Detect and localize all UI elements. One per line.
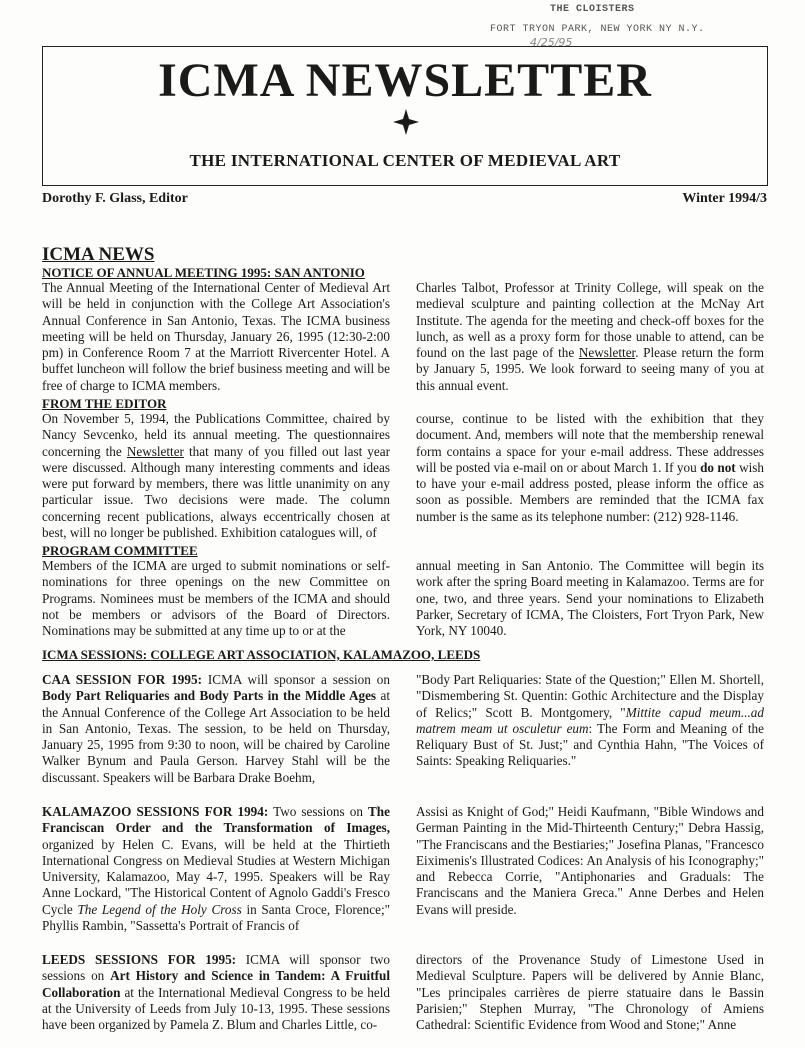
from-editor-right-part-b: wish to have your e-mail address posted, please inform the office as soon as possible. Members are reminded that the ICMA fax number is the same as its telephone number: (212) 928-1146. [416, 459, 765, 524]
kalamazoo-session-topic: The Franciscan Order and the Transformation of Images, [42, 804, 390, 836]
from-editor-right-text [416, 411, 764, 525]
newsletter-title: ICMA NEWSLETTER [158, 54, 652, 107]
newsletter-subtitle: THE INTERNATIONAL CENTER OF MEDIEVAL ART [189, 151, 621, 170]
caa-session-lead: CAA SESSION FOR 1995: [42, 672, 202, 687]
sessions-heading: ICMA SESSIONS: COLLEGE ART ASSOCIATION, KALAMAZOO, LEEDS [42, 647, 481, 662]
annual-meeting-left [42, 280, 390, 394]
annual-meeting-left-text: The Annual Meeting of the International Center of Medieval Art will be held in conjunction with the College Art Association's Annual Conference in San Antonio, Texas. The ICMA business meeting will be held on Thursday, January 26, 1995 (12:30-2:00 pm) in Conference Room 7 at the Marriott Rivercenter Hotel. A buffet luncheon will follow the brief business meeting and will be free of charge to ICMA members. [42, 280, 390, 393]
caa-session-left [42, 672, 390, 786]
leeds-session-left-text [42, 952, 390, 1033]
masthead [42, 46, 768, 186]
caa-session-left-text [42, 672, 390, 786]
from-editor-right [416, 411, 764, 525]
annual-meeting-right [416, 280, 764, 394]
program-committee-left-text: Members of the ICMA are urged to submit nominations or self-nominations for three openings on the new Committee on Programs. Nominees must be members of the ICMA and should not be members or advisors of the Board of Directors. Nominations may be submitted at any time up to or at the [42, 558, 390, 639]
leeds-session-right [416, 952, 764, 1033]
handwritten-date: 4/25/95 [530, 36, 573, 49]
newsletter-reference: Newsletter [126, 443, 184, 459]
kalamazoo-session-lead: KALAMAZOO SESSIONS FOR 1994: [42, 804, 269, 819]
leeds-session-topic: Art History and Science in Tandem: A Fruitful Collaboration [42, 968, 390, 1000]
newsletter-reference: Newsletter [578, 345, 636, 361]
four-point-star-icon [393, 109, 419, 135]
emphasis-do-not: do not [700, 459, 736, 475]
stamp-line-1: THE CLOISTERS [550, 4, 635, 15]
from-editor-left-part-b: that many of you filled out last year were discussed. Although many interesting comments and ideas were put forward by members, there was little unanimity on any particular issue. Two decisions were made. The column concerning recent publications, always eccentrically chosen at best, will no longer be published. Exhibition catalogues will, of [42, 443, 390, 541]
caa-session-topic: Body Part Reliquaries and Body Parts in the Middle Ages [42, 688, 377, 704]
leeds-session-part-b: at the International Medieval Congress to be held at the University of Leeds from July 10-13, 1995. These sessions have been organized by Pamela Z. Blum and Charles Little, co- [42, 984, 390, 1033]
caa-session-right-text [416, 672, 764, 770]
section-heading-icma-news: ICMA NEWS [42, 244, 155, 265]
caa-session-italic-title: Mittite capud meum...ad matrem meam ut osculetur eum [416, 704, 764, 736]
leeds-session-left [42, 952, 390, 1033]
annual-meeting-right-part-b: . Please return the form by January 5, 1995. We look forward to seeing many of you at this annual event. [416, 345, 764, 393]
stamp-line-2: FORT TRYON PARK, NEW YORK NY N.Y. [490, 24, 705, 35]
from-editor-left-part-a: On November 5, 1994, the Publications Committee, chaired by Nancy Sevcenko, held its annual meeting. The questionnaires concerning the [42, 411, 390, 459]
program-committee-left [42, 558, 390, 639]
kalamazoo-session-part-c: in Santa Croce, Florence;" Phyllis Rambin, "Sassetta's Portrait of Francis of [42, 901, 391, 934]
from-editor-right-part-a: course, continue to be listed with the exhibition that they document. And, members will note that the membership renewal form contains a space for your e-mail address. These addresses will be posted via e-mail on or about March 1. If you [416, 411, 764, 475]
kalamazoo-session-left-text [42, 804, 390, 934]
kalamazoo-session-right-text: Assisi as Knight of God;" Heidi Kaufmann, "Bible Windows and German Painting in the Mid-Thirteenth Century;" Debra Hassig, "The Franciscans and the Bestiaries;" Josefina Planas, "Francesco Eiximenis's Illustrated Codices: An Analysis of his Iconography;" and Rebecca Corrie, "Antiphonaries and Graduals: The Franciscans and the Maniera Greca." Anne Derbes and Helen Evans will preside. [416, 804, 764, 917]
program-committee-right [416, 558, 764, 639]
program-committee-right-text: annual meeting in San Antonio. The Committee will begin its work after the spring Board meeting in Kalamazoo. Terms are for one, two, and three years. Send your nominations to Elizabeth Parker, Secretary of ICMA, The Cloisters, Fort Tryon Park, New York, NY 10040. [416, 558, 764, 639]
caa-session-right-part-b: : The Form and Meaning of the Reliquary Bust of St. Just;" and Cynthia Hahn, "The Voices of Saints: Speaking Reliquaries." [416, 720, 764, 769]
annual-meeting-right-text [416, 280, 764, 394]
caa-session-right [416, 672, 764, 770]
kalamazoo-session-part-b: organized by Helen C. Evans, will be held at the Thirtieth International Congress on Medieval Studies at Western Michigan University, Kalamazoo, May 4-7, 1995. Speakers will be Ray Anne Lockard, "The Historical Content of Agnolo Gaddi's Fresco Cycle [42, 836, 390, 917]
program-committee-title: PROGRAM COMMITTEE [42, 543, 198, 558]
annual-meeting-title: NOTICE OF ANNUAL MEETING 1995: SAN ANTONIO [42, 265, 365, 280]
caa-session-part-a: ICMA will sponsor a session on [201, 672, 390, 687]
kalamazoo-session-italic-title: The Legend of the Holy Cross [77, 901, 242, 917]
kalamazoo-session-right [416, 804, 764, 918]
editor-credit: Dorothy F. Glass, Editor [42, 191, 188, 206]
from-editor-left [42, 411, 390, 541]
leeds-session-lead: LEEDS SESSIONS FOR 1995: [42, 952, 237, 967]
kalamazoo-session-part-a: Two sessions on [268, 804, 369, 819]
caa-session-part-b: at the Annual Conference of the College Art Association to be held in San Antonio, Texas. The session, to be held on Thursday, January 25, 1995 from 9:30 to noon, will be chaired by Caroline Walker Bynum and Paula Gerson. Harvey Stahl will be the discussant. Speakers will be Barbara Drake Boehm, [42, 688, 390, 785]
from-editor-title: FROM THE EDITOR [42, 396, 167, 411]
leeds-session-right-text: directors of the Provenance Study of Limestone Used in Medieval Sculpture. Papers will be delivered by Annie Blanc, "Les principales carrières de pierre statuaire dans le Bassin Parisien;" Stephen Murray, "The Chronology of Amiens Cathedral: Scientific Evidence from Wood and Stone;" Anne [416, 952, 764, 1033]
caa-session-right-part-a: "Body Part Reliquaries: State of the Question;" Ellen M. Shortell, "Dismembering St. Quentin: Gothic Architecture and the Display of Relics;" Scott B. Montgomery, " [416, 672, 764, 720]
from-editor-left-text [42, 411, 390, 541]
kalamazoo-session-left [42, 804, 390, 934]
issue-date: Winter 1994/3 [682, 191, 767, 206]
annual-meeting-right-part-a: Charles Talbot, Professor at Trinity College, will speak on the medieval sculpture and painting collection at the McNay Art Institute. The agenda for the meeting and check-off boxes for the lunch, as well as a proxy form for those unable to attend, can be found on the last page of the [416, 280, 764, 361]
leeds-session-part-a: ICMA will sponsor two sessions on [42, 952, 390, 984]
